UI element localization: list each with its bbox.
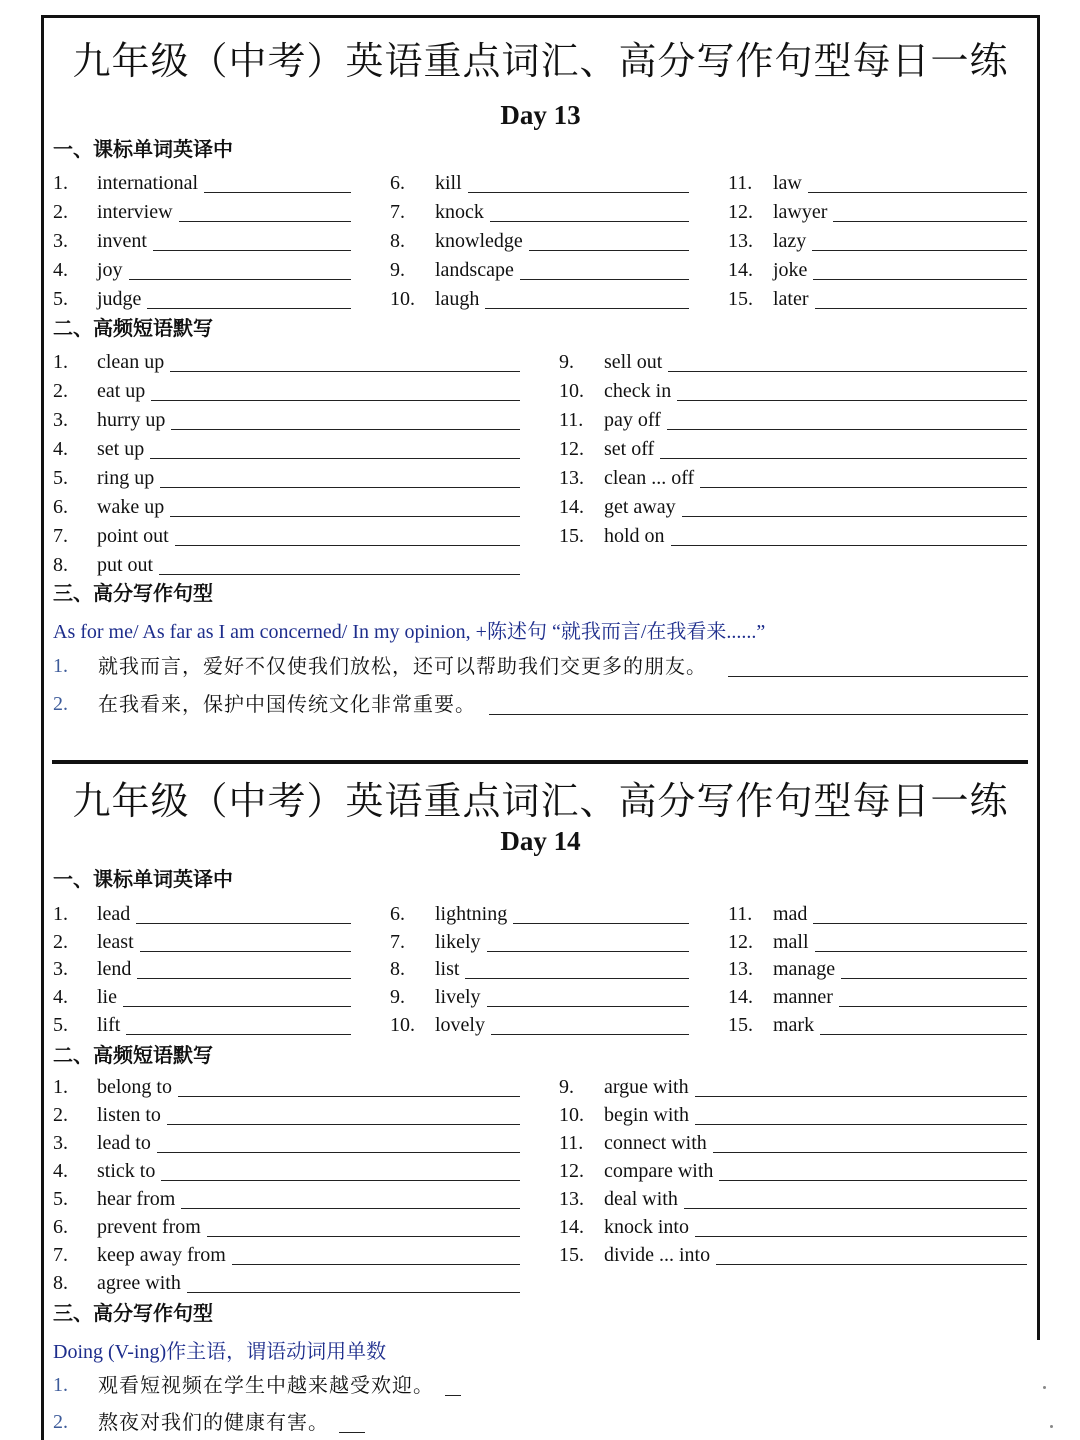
vocabulary-item — [390, 286, 689, 312]
sentence-number: 1. — [53, 1374, 68, 1396]
phrase-item — [53, 407, 520, 433]
vocabulary-item — [728, 1012, 1027, 1038]
vocabulary-item — [728, 901, 1027, 927]
vocabulary-item — [53, 228, 351, 254]
phrase-item — [559, 1102, 1027, 1128]
item-number: 5. — [53, 288, 68, 310]
phrase-text: get away — [604, 494, 682, 520]
vocabulary-item — [53, 901, 351, 927]
item-number: 7. — [390, 201, 405, 223]
vocabulary-word: judge — [97, 286, 147, 312]
phrase-item — [53, 1270, 520, 1296]
item-number: 11. — [559, 1132, 584, 1154]
phrase-item — [53, 1074, 520, 1100]
item-number: 12. — [728, 201, 753, 223]
vocabulary-item — [728, 199, 1027, 225]
item-number: 6. — [390, 172, 405, 194]
phrase-item — [559, 1186, 1027, 1212]
vocabulary-item — [728, 228, 1027, 254]
phrase-item — [53, 494, 520, 520]
phrase-item — [559, 436, 1027, 462]
item-number: 13. — [728, 958, 753, 980]
item-number: 8. — [53, 554, 68, 576]
vocabulary-word: later — [773, 286, 815, 312]
phrase-item — [559, 494, 1027, 520]
vocabulary-word: lively — [435, 984, 487, 1010]
item-number: 4. — [53, 259, 68, 281]
item-number: 14. — [728, 259, 753, 281]
phrase-item — [559, 523, 1027, 549]
sentence-row — [53, 652, 1028, 680]
answer-line[interactable] — [97, 487, 520, 488]
phrase-item — [53, 1214, 520, 1240]
item-number: 1. — [53, 351, 68, 373]
phrase-text: ring up — [97, 465, 160, 491]
phrase-text: lead to — [97, 1130, 157, 1156]
vocabulary-item — [728, 286, 1027, 312]
phrase-text: pay off — [604, 407, 667, 433]
frame-left-border — [41, 15, 44, 1440]
phrase-text: belong to — [97, 1074, 178, 1100]
item-number: 13. — [559, 467, 584, 489]
phrase-text: wake up — [97, 494, 170, 520]
item-number: 6. — [53, 1216, 68, 1238]
sentence-number: 1. — [53, 655, 68, 677]
vocabulary-item — [53, 956, 351, 982]
phrase-text: prevent from — [97, 1214, 207, 1240]
answer-line[interactable] — [97, 1152, 520, 1153]
vocabulary-item — [390, 901, 689, 927]
sentence-text: 在我看来，保护中国传统文化非常重要。 — [98, 692, 476, 716]
section-phrases-heading: 二、高频短语默写 — [53, 1043, 213, 1067]
phrase-text: compare with — [604, 1158, 719, 1184]
answer-line[interactable] — [97, 400, 520, 401]
scan-speck — [1043, 1386, 1046, 1389]
phrase-item — [559, 1242, 1027, 1268]
vocabulary-word: landscape — [435, 257, 520, 283]
phrase-item — [53, 523, 520, 549]
vocabulary-item — [728, 257, 1027, 283]
phrase-text: set up — [97, 436, 150, 462]
item-number: 4. — [53, 1160, 68, 1182]
item-number: 1. — [53, 1076, 68, 1098]
vocabulary-word: lead — [97, 901, 136, 927]
sentence-row — [53, 690, 1028, 718]
phrase-item — [53, 436, 520, 462]
phrase-text: stick to — [97, 1158, 161, 1184]
phrase-item — [559, 407, 1027, 433]
vocabulary-item — [53, 929, 351, 955]
phrase-text: point out — [97, 523, 175, 549]
item-number: 10. — [390, 1014, 415, 1036]
section-vocabulary-heading: 一、课标单词英译中 — [53, 867, 233, 891]
answer-line[interactable] — [435, 192, 689, 193]
phrase-item — [53, 465, 520, 491]
item-number: 11. — [559, 409, 584, 431]
vocabulary-word: lift — [97, 1012, 126, 1038]
item-number: 14. — [728, 986, 753, 1008]
item-number: 3. — [53, 409, 68, 431]
answer-line[interactable] — [489, 714, 1028, 715]
vocabulary-item — [728, 929, 1027, 955]
answer-line[interactable] — [435, 978, 689, 979]
vocabulary-word: laugh — [435, 286, 485, 312]
item-number: 14. — [559, 1216, 584, 1238]
item-number: 1. — [53, 172, 68, 194]
item-number: 11. — [728, 903, 753, 925]
vocabulary-word: law — [773, 170, 808, 196]
vocabulary-item — [390, 1012, 689, 1038]
answer-line[interactable] — [97, 1006, 351, 1007]
item-number: 15. — [559, 525, 584, 547]
item-number: 3. — [53, 230, 68, 252]
item-number: 2. — [53, 201, 68, 223]
phrase-text: check in — [604, 378, 677, 404]
item-number: 7. — [390, 931, 405, 953]
phrase-item — [559, 1130, 1027, 1156]
vocabulary-item — [728, 984, 1027, 1010]
item-number: 8. — [53, 1272, 68, 1294]
vocabulary-item — [728, 956, 1027, 982]
phrase-text: argue with — [604, 1074, 695, 1100]
phrase-text: set off — [604, 436, 660, 462]
frame-top-border — [41, 15, 1040, 18]
vocabulary-word: lawyer — [773, 199, 833, 225]
vocabulary-item — [728, 170, 1027, 196]
item-number: 2. — [53, 380, 68, 402]
sentence-row — [53, 1371, 473, 1399]
answer-line[interactable] — [339, 1432, 365, 1433]
item-number: 1. — [53, 903, 68, 925]
vocabulary-word: mad — [773, 901, 813, 927]
vocabulary-word: knowledge — [435, 228, 529, 254]
phrase-text: listen to — [97, 1102, 167, 1128]
frame-right-border — [1037, 15, 1040, 1340]
item-number: 3. — [53, 958, 68, 980]
phrase-item — [559, 1214, 1027, 1240]
section-writing-heading: 三、高分写作句型 — [53, 581, 213, 605]
phrase-item — [559, 349, 1027, 375]
phrase-text: clean ... off — [604, 465, 700, 491]
vocabulary-item — [390, 984, 689, 1010]
item-number: 13. — [559, 1188, 584, 1210]
sentence-number: 2. — [53, 693, 68, 715]
answer-line[interactable] — [604, 429, 1027, 430]
phrase-text: knock into — [604, 1214, 695, 1240]
section-writing-heading: 三、高分写作句型 — [53, 1301, 213, 1325]
phrase-item — [53, 1158, 520, 1184]
answer-line[interactable] — [97, 574, 520, 575]
vocabulary-word: joke — [773, 257, 813, 283]
phrase-text: put out — [97, 552, 159, 578]
item-number: 5. — [53, 1188, 68, 1210]
item-number: 6. — [390, 903, 405, 925]
item-number: 9. — [390, 259, 405, 281]
vocabulary-word: least — [97, 929, 140, 955]
phrase-text: hurry up — [97, 407, 171, 433]
item-number: 12. — [559, 1160, 584, 1182]
vocabulary-item — [53, 984, 351, 1010]
answer-line[interactable] — [97, 279, 351, 280]
item-number: 14. — [559, 496, 584, 518]
phrase-text: deal with — [604, 1186, 684, 1212]
vocabulary-word: interview — [97, 199, 179, 225]
vocabulary-word: kill — [435, 170, 468, 196]
phrase-text: hear from — [97, 1186, 181, 1212]
worksheet-title: 九年级（中考）英语重点词汇、高分写作句型每日一练 — [72, 779, 1009, 823]
phrase-text: divide ... into — [604, 1242, 716, 1268]
answer-line[interactable] — [445, 1395, 461, 1396]
phrase-item — [559, 465, 1027, 491]
vocabulary-item — [53, 170, 351, 196]
item-number: 5. — [53, 467, 68, 489]
item-number: 8. — [390, 230, 405, 252]
vocabulary-item — [390, 170, 689, 196]
phrase-item — [53, 1102, 520, 1128]
answer-line[interactable] — [97, 458, 520, 459]
item-number: 10. — [559, 380, 584, 402]
phrase-text: hold on — [604, 523, 671, 549]
answer-line[interactable] — [728, 676, 1028, 677]
vocabulary-word: manner — [773, 984, 839, 1010]
vocabulary-word: manage — [773, 956, 841, 982]
item-number: 11. — [728, 172, 753, 194]
phrase-text: begin with — [604, 1102, 695, 1128]
item-number: 9. — [559, 1076, 574, 1098]
vocabulary-word: lie — [97, 984, 123, 1010]
vocabulary-word: international — [97, 170, 204, 196]
phrase-text: connect with — [604, 1130, 713, 1156]
vocabulary-word: mall — [773, 929, 815, 955]
sentence-row — [53, 1408, 393, 1436]
phrase-item — [53, 552, 520, 578]
phrase-item — [559, 1158, 1027, 1184]
phrase-item — [53, 1130, 520, 1156]
sentence-pattern: As for me/ As far as I am concerned/ In my opinion, +陈述句 “就我而言/在我看来......” — [53, 621, 766, 643]
item-number: 2. — [53, 1104, 68, 1126]
vocabulary-item — [53, 257, 351, 283]
item-number: 6. — [53, 496, 68, 518]
vocabulary-word: lightning — [435, 901, 513, 927]
vocabulary-word: likely — [435, 929, 487, 955]
sentence-text: 观看短视频在学生中越来越受欢迎。 — [98, 1373, 434, 1397]
sentence-pattern: Doing (V-ing)作主语，谓语动词用单数 — [53, 1341, 387, 1363]
phrase-item — [559, 1074, 1027, 1100]
vocabulary-item — [53, 199, 351, 225]
worksheet-title: 九年级（中考）英语重点词汇、高分写作句型每日一练 — [72, 39, 1009, 83]
vocabulary-item — [390, 956, 689, 982]
vocabulary-item — [390, 257, 689, 283]
phrase-text: keep away from — [97, 1242, 232, 1268]
item-number: 4. — [53, 986, 68, 1008]
vocabulary-item — [390, 929, 689, 955]
vocabulary-item — [53, 286, 351, 312]
sentence-text: 就我而言，爱好不仅使我们放松，还可以帮助我们交更多的朋友。 — [98, 654, 707, 678]
phrase-item — [53, 1242, 520, 1268]
section-vocabulary-heading: 一、课标单词英译中 — [53, 137, 233, 161]
vocabulary-item — [390, 199, 689, 225]
sentence-text: 熬夜对我们的健康有害。 — [98, 1410, 329, 1434]
item-number: 4. — [53, 438, 68, 460]
day-heading: Day 13 — [500, 100, 581, 130]
answer-line[interactable] — [773, 192, 1027, 193]
scan-speck — [1050, 1425, 1053, 1428]
answer-line[interactable] — [97, 1034, 351, 1035]
phrase-item — [53, 1186, 520, 1212]
phrase-text: clean up — [97, 349, 170, 375]
section-phrases-heading: 二、高频短语默写 — [53, 316, 213, 340]
section-divider — [52, 760, 1028, 764]
item-number: 15. — [559, 1244, 584, 1266]
phrase-item — [53, 349, 520, 375]
item-number: 12. — [559, 438, 584, 460]
sentence-number: 2. — [53, 1411, 68, 1433]
item-number: 10. — [390, 288, 415, 310]
item-number: 10. — [559, 1104, 584, 1126]
vocabulary-word: lazy — [773, 228, 812, 254]
vocabulary-word: lend — [97, 956, 137, 982]
vocabulary-item — [390, 228, 689, 254]
vocabulary-word: joy — [97, 257, 129, 283]
item-number: 8. — [390, 958, 405, 980]
day-heading: Day 14 — [500, 826, 581, 856]
vocabulary-word: knock — [435, 199, 490, 225]
vocabulary-word: mark — [773, 1012, 820, 1038]
item-number: 7. — [53, 525, 68, 547]
vocabulary-word: list — [435, 956, 465, 982]
item-number: 15. — [728, 1014, 753, 1036]
item-number: 13. — [728, 230, 753, 252]
item-number: 9. — [559, 351, 574, 373]
phrase-text: sell out — [604, 349, 668, 375]
answer-line[interactable] — [604, 458, 1027, 459]
phrase-item — [53, 378, 520, 404]
phrase-text: eat up — [97, 378, 151, 404]
vocabulary-word: lovely — [435, 1012, 491, 1038]
item-number: 5. — [53, 1014, 68, 1036]
phrase-item — [559, 378, 1027, 404]
item-number: 12. — [728, 931, 753, 953]
item-number: 7. — [53, 1244, 68, 1266]
vocabulary-word: invent — [97, 228, 153, 254]
vocabulary-item — [53, 1012, 351, 1038]
phrase-text: agree with — [97, 1270, 187, 1296]
item-number: 15. — [728, 288, 753, 310]
item-number: 3. — [53, 1132, 68, 1154]
item-number: 2. — [53, 931, 68, 953]
item-number: 9. — [390, 986, 405, 1008]
